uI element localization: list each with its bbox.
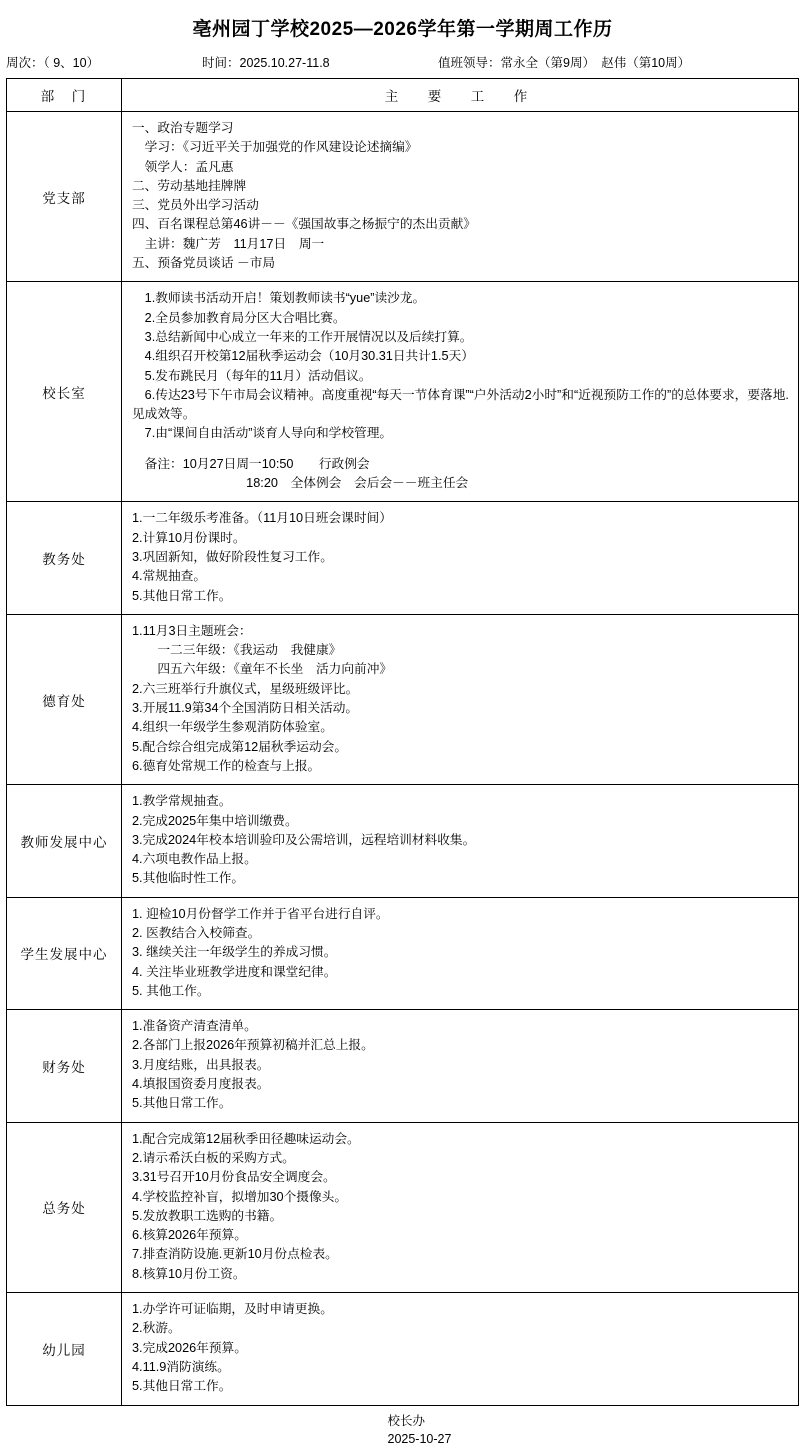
- work-line: 4.组织一年级学生参观消防体验室。: [132, 720, 333, 735]
- work-line: 1.配合完成第12届秋季田径趣味运动会。: [132, 1131, 360, 1146]
- work-line: 3.巩固新知，做好阶段性复习工作。: [132, 549, 333, 564]
- work-line: 5. 其他工作。: [132, 983, 210, 998]
- work-line-spacer: [132, 444, 790, 455]
- work-line: 1.准备资产清查清单。: [132, 1019, 257, 1034]
- work-line: 3.月度结账，出具报表。: [132, 1057, 270, 1072]
- work-line: 1.教师读书活动开启！策划教师读书“yue”读沙龙。: [132, 291, 426, 306]
- work-line: 3. 继续关注一年级学生的养成习惯。: [132, 945, 337, 960]
- date-range: 时间：2025.10.27-11.8: [202, 56, 330, 70]
- work-line: 2.秋游。: [132, 1321, 181, 1336]
- work-line: 5.其他日常工作。: [132, 588, 232, 603]
- work-line: 一、政治专题学习: [132, 121, 234, 135]
- work-line: 4. 关注毕业班教学进度和课堂纪律。: [132, 964, 337, 979]
- work-line: 备注：10月27日周一10:50 行政例会: [132, 456, 370, 471]
- footer-date: 2025-10-27: [387, 1431, 452, 1446]
- work-items-cell: [122, 1010, 799, 1122]
- table-row: [7, 112, 799, 282]
- work-line: 3.完成2026年预算。: [132, 1340, 247, 1355]
- work-line: 8.核算10月份工资。: [132, 1266, 246, 1281]
- column-header-department: 部 门: [7, 79, 122, 112]
- work-line: 2. 医教结合入校筛查。: [132, 925, 261, 940]
- footer-office: 校长办: [387, 1413, 426, 1428]
- work-items-cell: [122, 112, 799, 282]
- table-row: [7, 1122, 799, 1292]
- work-line: 4.六项电教作品上报。: [132, 852, 257, 867]
- table-row: [7, 282, 799, 502]
- work-line: 4.常规抽查。: [132, 569, 207, 584]
- work-line: 4.11.9消防演练。: [132, 1359, 230, 1374]
- work-line: 4.组织召开校第12届秋季运动会（10月30.31日共计1.5天）: [132, 349, 474, 364]
- work-line: 四、百名课程总第46讲－－《强国故事之杨振宁的杰出贡献》: [132, 217, 476, 232]
- work-line: 3.开展11.9第34个全国消防日相关活动。: [132, 701, 359, 716]
- work-line: 2.全员参加教育局分区大合唱比赛。: [132, 310, 346, 325]
- work-line: 4.学校监控补盲，拟增加30个摄像头。: [132, 1189, 348, 1204]
- work-items-cell: [122, 502, 799, 614]
- work-line: 6.核算2026年预算。: [132, 1228, 247, 1243]
- work-line: 1.教学常规抽查。: [132, 794, 232, 809]
- work-line: 2.请示希沃白板的采购方式。: [132, 1150, 295, 1165]
- week-number: 周次：（ 9、10）: [6, 56, 100, 70]
- page-title: 亳州园丁学校2025—2026学年第一学期周工作历: [192, 19, 613, 40]
- work-items-cell: [122, 1293, 799, 1405]
- department-cell: 校长室: [7, 282, 122, 502]
- work-line: 4.填报国资委月度报表。: [132, 1077, 270, 1092]
- work-items-cell: [122, 282, 799, 502]
- work-items-cell: [122, 614, 799, 784]
- work-line: 3.总结新闻中心成立一年来的工作开展情况以及后续打算。: [132, 329, 473, 344]
- work-line: 二、劳动基地挂牌牌: [132, 178, 247, 193]
- department-cell: 教务处: [7, 502, 122, 614]
- work-line: 主讲：魏广芳 11月17日 周一: [132, 236, 325, 251]
- work-items-cell: [122, 785, 799, 897]
- footer: [6, 1412, 799, 1448]
- table-row: [7, 897, 799, 1009]
- work-items-cell: [122, 1122, 799, 1292]
- table-header-row: [7, 79, 799, 112]
- table-row: [7, 1293, 799, 1405]
- work-line: 3.完成2024年校本培训验印及公需培训，远程培训材料收集。: [132, 832, 476, 847]
- department-cell: 总务处: [7, 1122, 122, 1292]
- column-header-work: 主 要 工 作: [122, 79, 799, 112]
- work-items-cell: [122, 897, 799, 1009]
- table-row: [7, 502, 799, 614]
- table-body: [7, 112, 799, 1406]
- department-cell: 学生发展中心: [7, 897, 122, 1009]
- department-cell: 教师发展中心: [7, 785, 122, 897]
- work-line: 1.11月3日主题班会：: [132, 623, 252, 638]
- work-line: 5.其他日常工作。: [132, 1096, 232, 1111]
- work-line: 一二三年级：《我运动 我健康》: [132, 643, 342, 658]
- work-line: 2.完成2025年集中培训缴费。: [132, 813, 298, 828]
- work-line: 5.发放教职工选购的书籍。: [132, 1208, 283, 1223]
- meta-row: [0, 51, 805, 78]
- work-line: 7.排查消防设施.更新10月份点检表。: [132, 1247, 338, 1262]
- table-row: [7, 1010, 799, 1122]
- work-line: 5.配合综合组完成第12届秋季运动会。: [132, 739, 348, 754]
- work-line: 6.传达23号下午市局会议精神。高度重视“每天一节体育课”“户外活动2小时”和“近视预防工作的”的总体要求，要落地.见成效等。: [132, 387, 789, 422]
- department-cell: 德育处: [7, 614, 122, 784]
- work-line: 5.其他日常工作。: [132, 1379, 232, 1394]
- work-line: 5.其他临时性工作。: [132, 871, 245, 886]
- table-row: [7, 785, 799, 897]
- work-line: 7.由“课间自由活动”谈育人导向和学校管理。: [132, 426, 393, 441]
- department-cell: 幼儿园: [7, 1293, 122, 1405]
- table-row: [7, 614, 799, 784]
- work-line: 1.一二年级乐考准备。（11月10日班会课时间）: [132, 511, 392, 526]
- work-line: 领学人：孟凡惠: [132, 159, 234, 174]
- department-cell: 财务处: [7, 1010, 122, 1122]
- work-line: 5.发布跳民月（每年的11月）活动倡议。: [132, 368, 372, 383]
- duty-leader: 值班领导：常永全（第9周） 赵伟（第10周）: [438, 56, 691, 70]
- work-line: 四五六年级：《童年不长坐 活力向前冲》: [132, 662, 393, 677]
- work-line: 三、党员外出学习活动: [132, 198, 259, 213]
- department-cell: 党支部: [7, 112, 122, 282]
- table-header: [7, 79, 799, 112]
- work-line: 学习：《习近平关于加强党的作风建设论述摘编》: [132, 140, 418, 155]
- work-line: 1.办学许可证临期，及时申请更换。: [132, 1302, 333, 1317]
- work-line: 1. 迎检10月份督学工作并于省平台进行自评。: [132, 906, 389, 921]
- work-line: 2.六三班举行升旗仪式，星级班级评比。: [132, 681, 359, 696]
- work-line: 3.31号召开10月份食品安全调度会。: [132, 1170, 336, 1185]
- work-line: 2.各部门上报2026年预算初稿并汇总上报。: [132, 1038, 374, 1053]
- work-line: 6.德育处常规工作的检查与上报。: [132, 758, 321, 773]
- work-line: 2.计算10月份课时。: [132, 530, 246, 545]
- work-line: 18:20 全体例会 会后会－－班主任会: [132, 476, 469, 491]
- schedule-table: [6, 78, 799, 1406]
- work-line: 五、预备党员谈话 －市局: [132, 256, 276, 271]
